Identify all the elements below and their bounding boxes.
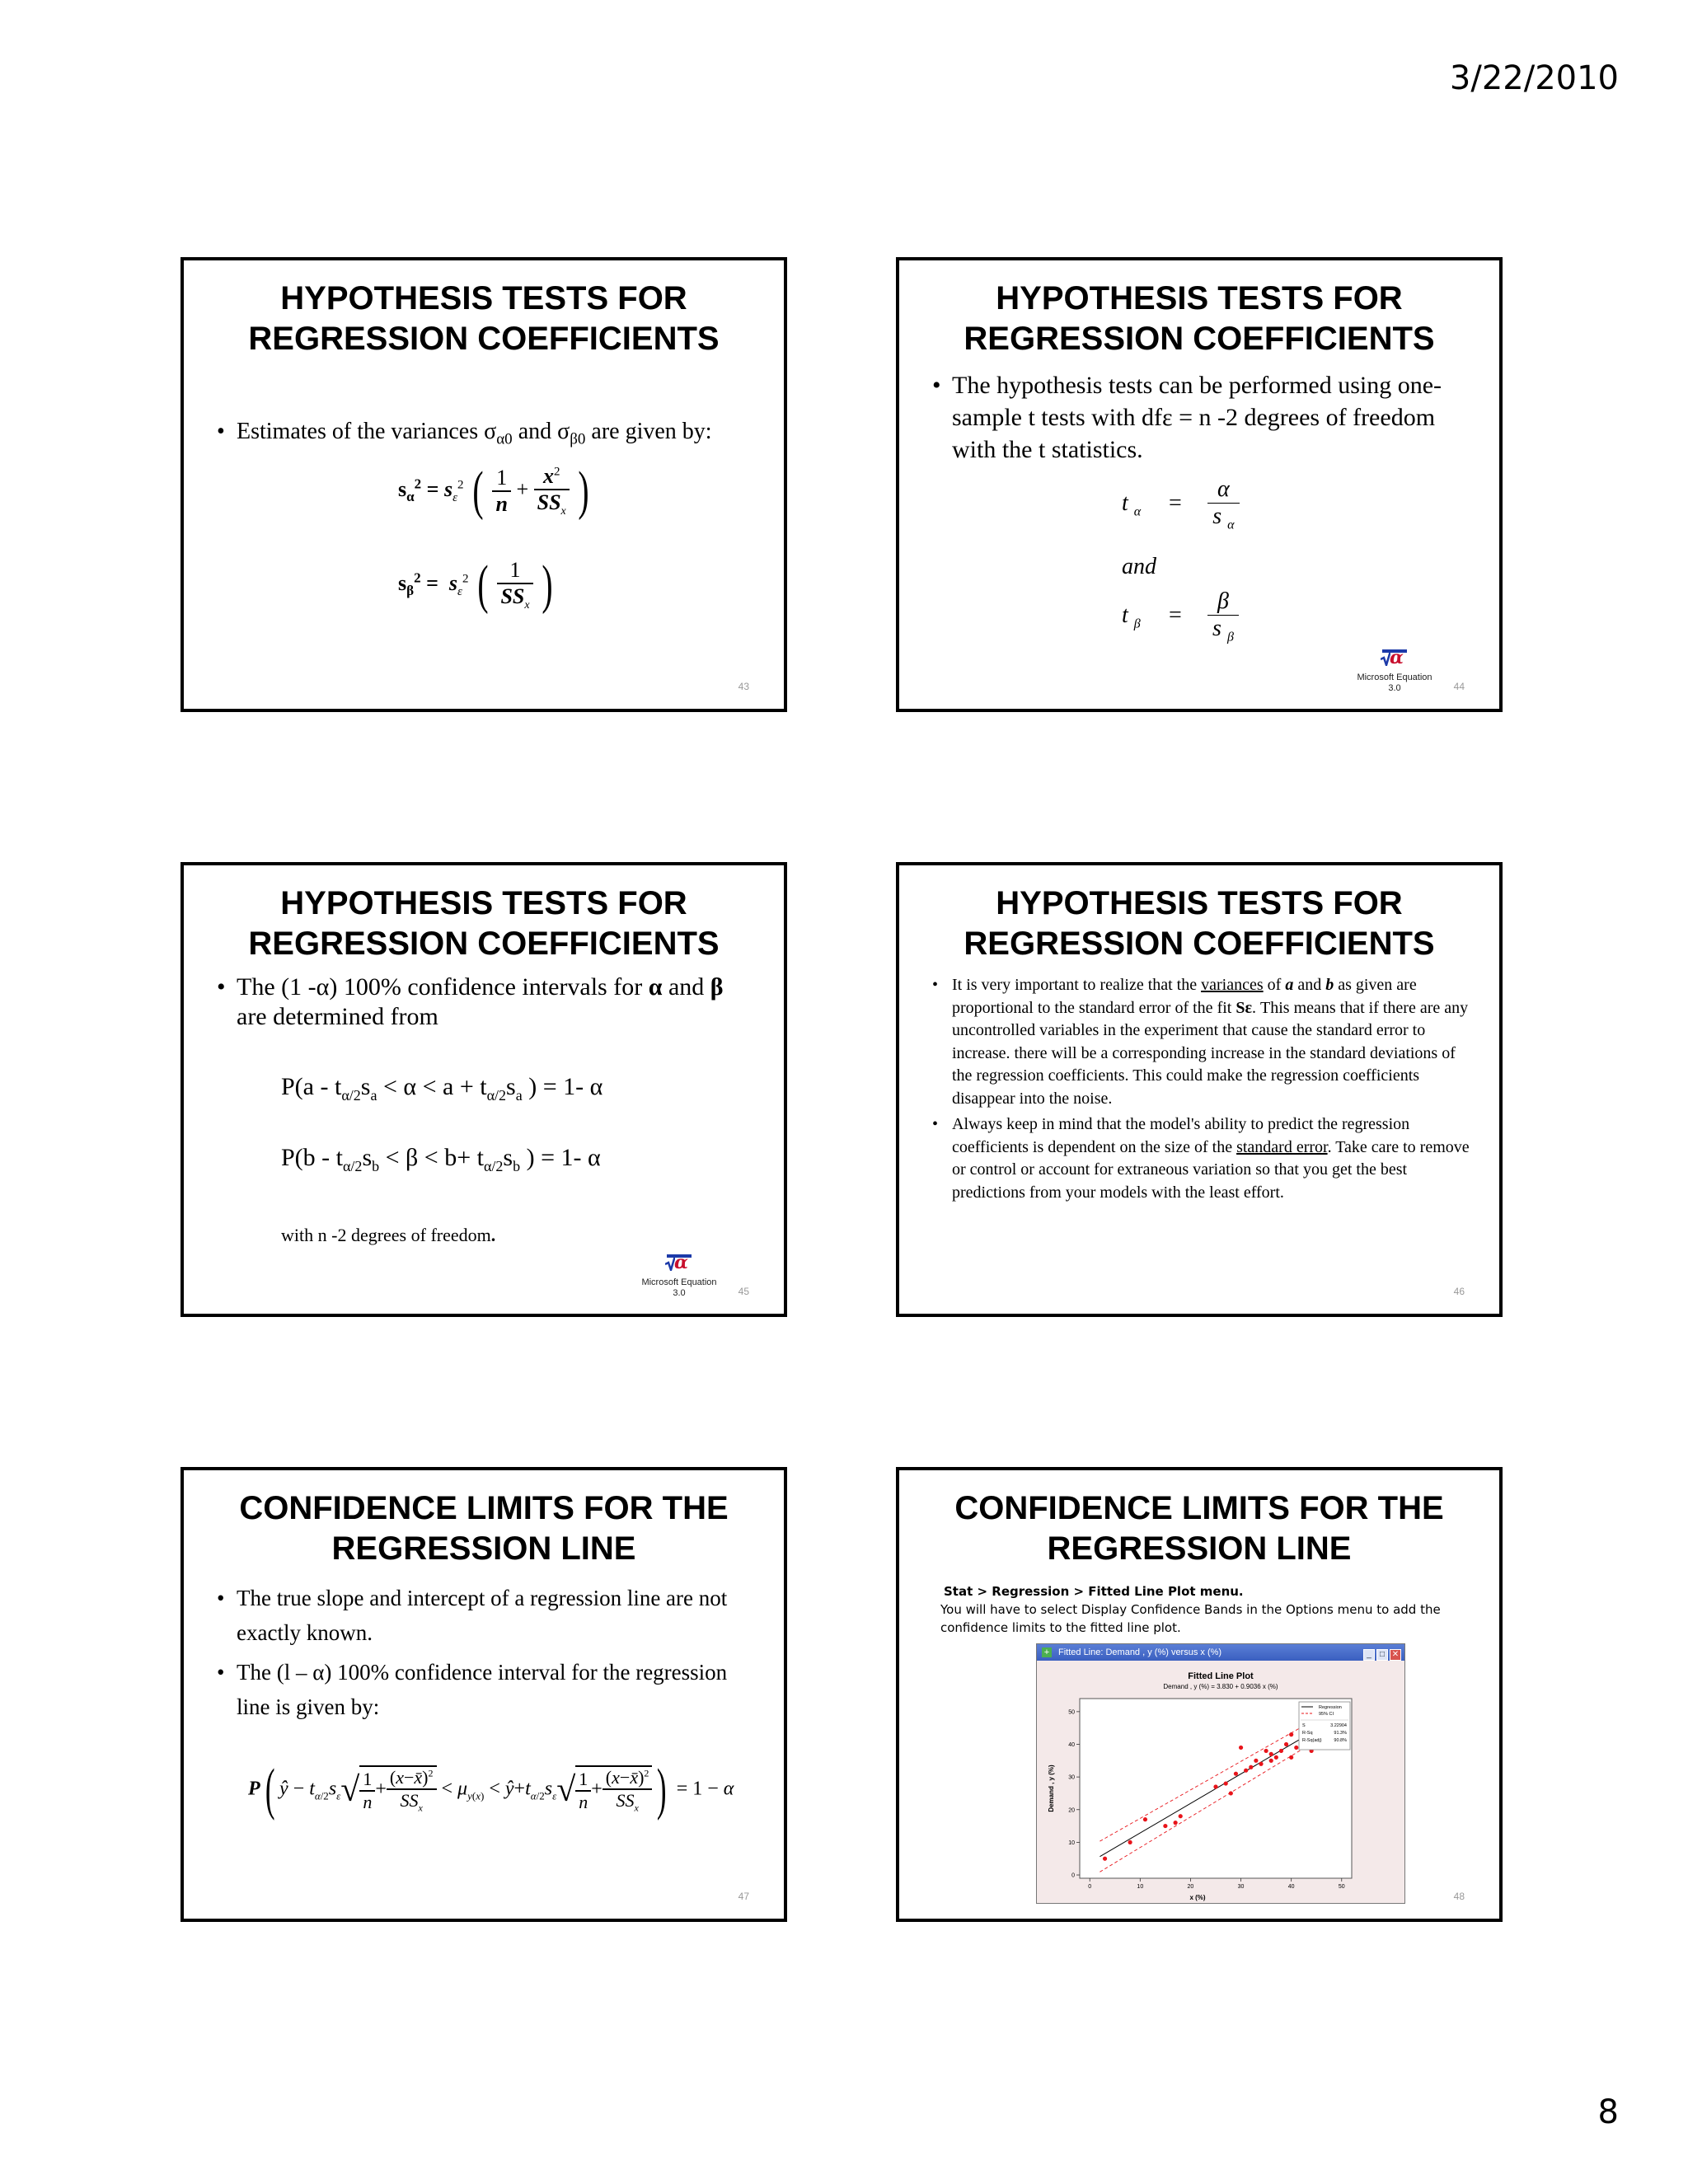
minitab-instructions [940, 1582, 1468, 1637]
stat-value: 90.8% [1334, 1738, 1347, 1743]
data-point [1239, 1746, 1243, 1750]
bullet-text: . This means that if there are any uncontrolled variables in the experiment that cause the standard error to increase. there will be a corresponding increase in the standard deviations of the regression coefficients. This could make the regression coefficients disappear into the noise. [952, 998, 1469, 1108]
title-line: REGRESSION COEFFICIENTS [964, 321, 1435, 357]
footnote-text: . [490, 1225, 496, 1245]
bullet-text: Sε [1236, 998, 1253, 1017]
x-tick-label: 30 [1237, 1884, 1245, 1890]
logo-caption: 3.0 [673, 1288, 686, 1298]
menu-path: Stat > Regression > Fitted Line Plot menu. [944, 1584, 1244, 1599]
footnote-text: with n -2 degrees of freedom [281, 1225, 491, 1245]
data-point [1224, 1781, 1228, 1785]
bullet-item [213, 414, 757, 458]
x-tick-label: 40 [1287, 1884, 1295, 1890]
bullet-text: b [1325, 976, 1334, 994]
data-point [1269, 1752, 1273, 1756]
eq-and-label: and [1122, 554, 1156, 579]
y-tick-label: 30 [1068, 1774, 1075, 1781]
data-point [1284, 1742, 1288, 1746]
data-point [1249, 1765, 1253, 1769]
data-point [1259, 1762, 1263, 1766]
x-tick-label: 50 [1338, 1884, 1345, 1890]
title-line: REGRESSION COEFFICIENTS [248, 321, 720, 357]
slide-number: 45 [738, 1286, 749, 1297]
x-tick-label: 20 [1187, 1884, 1194, 1890]
page-date: 3/22/2010 [1449, 59, 1619, 97]
stat-label: R-Sq [1302, 1731, 1313, 1736]
legend-regression-label: Regression [1319, 1705, 1342, 1710]
bullet-text: standard error [1236, 1137, 1328, 1156]
fitted-line-plot-window[interactable] [1036, 1643, 1405, 1904]
regression-line-ci-equation: P( ŷ − $t_{\alpha/2}s_\varepsilon√$ $\frac{1}{n}$ + $\frac{(x-x̄)^2}{SS_x}$ < $\mu_{y(x)}$ < $ŷ+t_{\alpha/2}s_\varepsilon√$ $\frac{1}{n}$ + $\frac{(x-x̄)^2}{SS_x}$ ) = 1 − α [248, 1758, 734, 1821]
title-line: REGRESSION LINE [1047, 1530, 1352, 1567]
data-point [1174, 1821, 1178, 1825]
equation-editor-icon: α [1381, 648, 1409, 668]
title-line: HYPOTHESIS TESTS FOR [996, 280, 1403, 316]
bullet-text: as given are proportional to the standard error of the fit [952, 976, 1417, 1017]
chart-equation: Demand , y (%) = 3.830 + 0.9036 x (%) [1163, 1683, 1278, 1690]
bullet-text: It is very important to realize that the [952, 976, 1202, 994]
page-number: 8 [1597, 2093, 1619, 2131]
slide-45 [181, 862, 787, 1317]
slide-number: 46 [1453, 1286, 1465, 1297]
data-point [1229, 1791, 1233, 1795]
slide-48 [896, 1467, 1503, 1922]
variance-alpha-equation: $s_\alpha^2 = s_\varepsilon^2$ ( $\frac{1}{n}$ + $\frac{x^2}{SS_x}$ ) [398, 461, 589, 521]
slide-title [184, 1488, 784, 1569]
data-point [1244, 1769, 1248, 1773]
chart-title: Fitted Line Plot [1188, 1671, 1254, 1681]
bullet-text: Always keep in mind that the model's ability to predict the regression coefficients is dependent on the size of the [952, 1115, 1410, 1156]
title-line: HYPOTHESIS TESTS FOR [280, 885, 687, 921]
data-point [1179, 1814, 1183, 1818]
minimize-button[interactable]: _ [1363, 1649, 1375, 1661]
data-point [1143, 1817, 1147, 1821]
title-line: CONFIDENCE LIMITS FOR THE [954, 1490, 1444, 1526]
slide-47 [181, 1467, 787, 1922]
x-axis-label: x (%) [1189, 1894, 1206, 1901]
y-axis-label: Demand , y (%) [1048, 1765, 1055, 1812]
data-point [1213, 1784, 1217, 1788]
bullet-text: and σ [512, 419, 570, 444]
bullet-text: β [710, 973, 724, 1001]
slide-44 [896, 257, 1503, 712]
data-point [1269, 1759, 1273, 1763]
window-titlebar[interactable] [1037, 1644, 1404, 1661]
y-tick-label: 50 [1068, 1709, 1075, 1716]
instruction-text: You will have to select Display Confidence Bands in the Options menu to add the confidence limits to the fitted line plot. [940, 1602, 1441, 1635]
data-point [1163, 1824, 1167, 1828]
subscript: β0 [570, 430, 586, 448]
subscript: α0 [496, 430, 513, 448]
slide-title [899, 1488, 1499, 1569]
slide-title [899, 279, 1499, 359]
data-point [1264, 1749, 1268, 1753]
legend-ci-label: 95% CI [1319, 1712, 1334, 1717]
ci-beta-equation: $P(b - t_{\alpha/2}s_b < \beta < b+ t_{\alpha/2}s_b$ ) = 1- α [281, 1144, 601, 1174]
bullet-item [213, 972, 757, 1032]
ci-alpha-equation: $P(a - t_{\alpha/2}s_a < \alpha < a + t_{\alpha/2}s_a$ ) = 1- α [281, 1073, 603, 1104]
equation-editor-icon: α [665, 1253, 693, 1272]
bullet-text: and [662, 973, 710, 1001]
t-beta-equation: t $_\beta$ = $\frac{\beta}{s _\beta}$ [1122, 588, 1239, 645]
data-point [1279, 1749, 1283, 1753]
maximize-button[interactable]: □ [1376, 1649, 1388, 1661]
y-tick-label: 40 [1068, 1741, 1075, 1748]
stat-label: S [1302, 1723, 1306, 1728]
y-tick-label: 20 [1068, 1807, 1075, 1814]
logo-caption: 3.0 [1388, 683, 1401, 693]
data-point [1128, 1840, 1132, 1844]
slide-number: 47 [738, 1891, 749, 1902]
stat-value: 3.22904 [1330, 1723, 1347, 1728]
title-line: REGRESSION COEFFICIENTS [964, 926, 1435, 962]
bullet-text: variances [1201, 976, 1264, 994]
title-line: REGRESSION COEFFICIENTS [248, 926, 720, 962]
logo-caption: Microsoft Equation [1357, 673, 1432, 682]
minitab-app-icon: + [1042, 1647, 1052, 1657]
data-point [1103, 1857, 1107, 1861]
slide-number: 48 [1453, 1891, 1465, 1902]
equation-object-icon[interactable] [634, 1253, 724, 1299]
bullet-item: • The hypothesis tests can be performed using one-sample t tests with dfε = n -2 degrees of freedom with the t statistics. [929, 369, 1473, 466]
bullet-list [213, 414, 757, 458]
variance-beta-equation: $s_\beta^2 = s_\varepsilon^2$ ( $\frac{1}{SS_x}$ ) [398, 555, 553, 615]
slide-43 [181, 257, 787, 712]
bullet-text: are determined from [237, 1003, 438, 1030]
slide-number: 44 [1453, 681, 1465, 692]
t-alpha-equation: t $_\alpha$ = $\frac{\alpha}{s _\alpha}$ [1122, 476, 1240, 533]
logo-caption: Microsoft Equation [641, 1277, 717, 1287]
data-point [1289, 1732, 1293, 1736]
bullet-item [929, 1113, 1473, 1204]
title-line: REGRESSION LINE [331, 1530, 636, 1567]
bullet-text: Estimates of the variances σ [237, 419, 497, 444]
bullet-list [213, 1581, 757, 1724]
close-button[interactable]: ✕ [1390, 1649, 1401, 1661]
bullet-text: and [1293, 976, 1326, 994]
bullet-list [929, 974, 1473, 1204]
bullet-text: are given by: [585, 419, 712, 444]
stat-value: 91.3% [1334, 1731, 1347, 1736]
slide-46 [896, 862, 1503, 1317]
equation-object-icon[interactable] [1349, 648, 1440, 694]
bullet-item: • The true slope and intercept of a regression line are not exactly known. [213, 1581, 757, 1650]
bullet-text: α [648, 973, 663, 1001]
bullet-text: . Take care to remove or control or account for extraneous variation so that you get the best predictions from your models with the least effort. [952, 1137, 1470, 1202]
data-point [1289, 1755, 1293, 1760]
bullet-list [929, 369, 1473, 466]
y-tick-label: 0 [1071, 1872, 1075, 1879]
x-tick-label: 0 [1088, 1884, 1092, 1890]
slide-title [184, 279, 784, 359]
bullet-item [929, 974, 1473, 1110]
data-point [1274, 1755, 1278, 1760]
bullet-text: The (1 -α) 100% confidence intervals for [237, 973, 649, 1001]
degrees-of-freedom-note [281, 1225, 495, 1246]
window-title: Fitted Line: Demand , y (%) versus x (%) [1058, 1647, 1222, 1657]
stat-label: R-Sq(adj) [1302, 1738, 1322, 1743]
data-point [1254, 1759, 1258, 1763]
bullet-text: of [1263, 976, 1286, 994]
x-tick-label: 10 [1137, 1884, 1144, 1890]
y-tick-label: 10 [1068, 1840, 1075, 1846]
title-line: HYPOTHESIS TESTS FOR [280, 280, 687, 316]
fitted-line-chart [1037, 1661, 1404, 1903]
chart-legend [1299, 1702, 1350, 1750]
slide-title [899, 883, 1499, 964]
title-line: CONFIDENCE LIMITS FOR THE [239, 1490, 729, 1526]
bullet-list [213, 972, 757, 1032]
slide-title [184, 883, 784, 964]
title-line: HYPOTHESIS TESTS FOR [996, 885, 1403, 921]
data-point [1294, 1746, 1298, 1750]
bullet-item: • The (l – α) 100% confidence interval for the regression line is given by: [213, 1655, 757, 1724]
data-point [1234, 1772, 1238, 1776]
bullet-text: a [1285, 976, 1294, 994]
slide-number: 43 [738, 681, 749, 692]
